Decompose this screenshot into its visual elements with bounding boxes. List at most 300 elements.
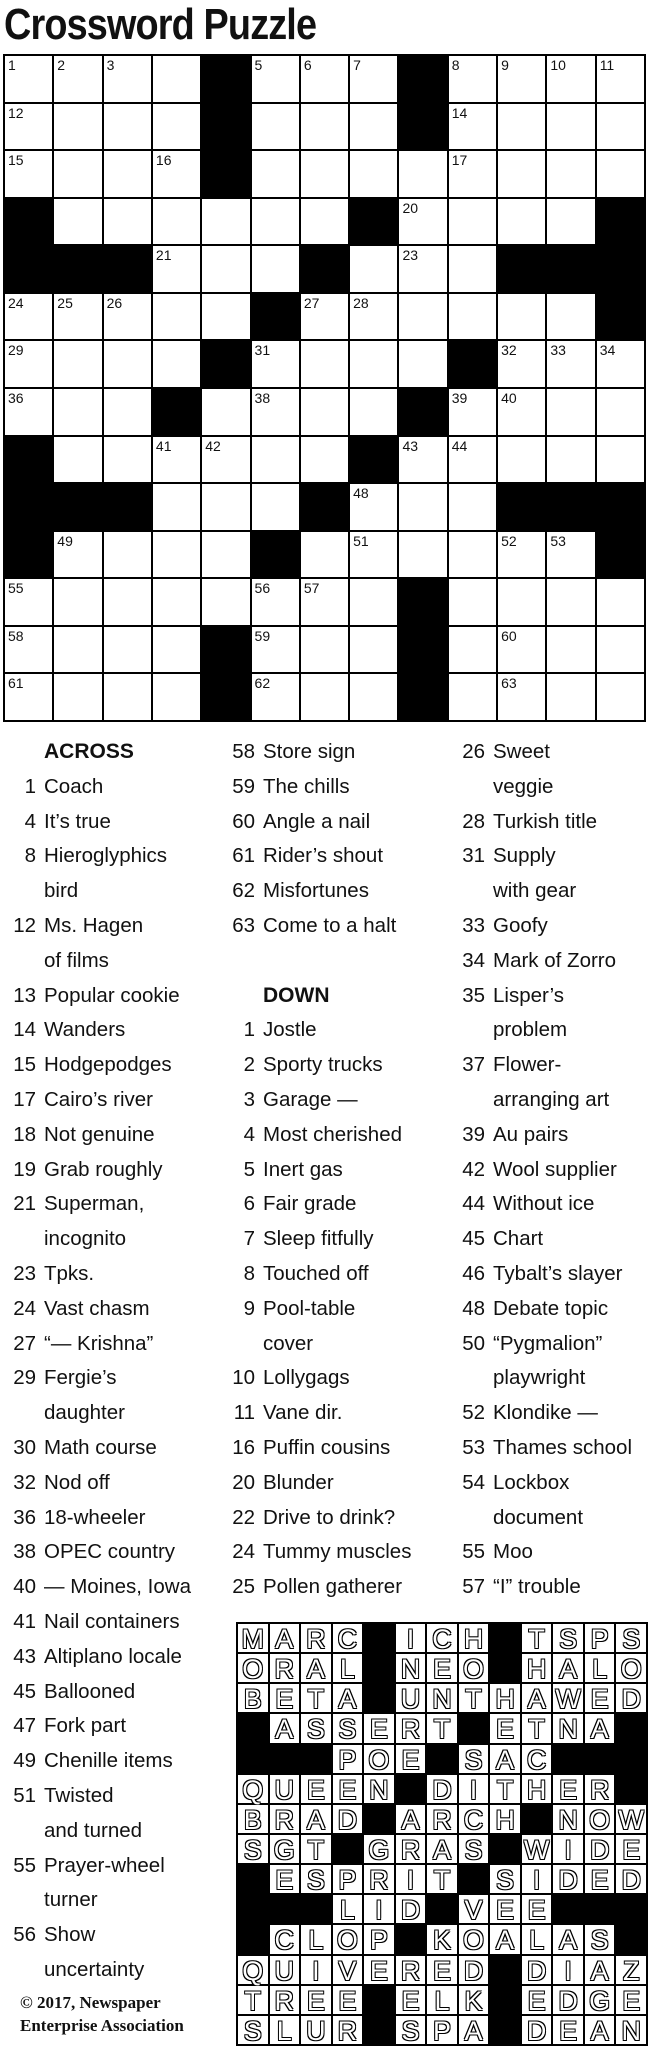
clue-text: Misfortunes (263, 879, 369, 903)
clue (455, 944, 650, 979)
clue-continuation (6, 944, 211, 979)
grid-cell[interactable] (399, 341, 446, 387)
grid-cell[interactable] (252, 199, 299, 245)
answer-block (616, 1895, 646, 1923)
grid-cell[interactable] (597, 56, 644, 102)
clue-text: Garage — (263, 1087, 358, 1111)
grid-cell[interactable] (399, 437, 446, 483)
grid-cell[interactable] (399, 484, 446, 530)
answer-letter: P (364, 1925, 394, 1953)
grid-cell[interactable] (498, 437, 545, 483)
grid-cell[interactable] (252, 341, 299, 387)
grid-cell[interactable] (547, 104, 594, 150)
clue (455, 735, 650, 770)
answer-block (364, 1654, 394, 1682)
clue-number: 62 (232, 879, 255, 903)
grid-cell[interactable] (5, 104, 52, 150)
cell-number: 9 (501, 57, 509, 73)
answer-letter: E (301, 1986, 331, 2014)
clue-number: 37 (462, 1053, 485, 1077)
answer-letter: C (427, 1624, 457, 1652)
grid-cell[interactable] (350, 627, 397, 673)
grid-cell[interactable] (498, 56, 545, 102)
clue-text: Flower- (493, 1053, 562, 1077)
clue-text: Fergie’s (44, 1366, 117, 1390)
cell-number: 2 (57, 57, 66, 73)
grid-cell[interactable] (104, 56, 151, 102)
grid-cell[interactable] (547, 532, 594, 578)
grid-cell[interactable] (252, 437, 299, 483)
answer-letter: R (585, 1775, 615, 1803)
clue-number: 4 (24, 809, 36, 833)
grid-cell[interactable] (104, 579, 151, 625)
grid-cell[interactable] (498, 532, 545, 578)
cell-number: 12 (8, 104, 24, 121)
grid-cell[interactable] (301, 579, 348, 625)
answer-letter: D (459, 1956, 489, 1984)
clue-text: Come to a halt (263, 913, 397, 937)
grid-cell[interactable] (5, 151, 52, 197)
grid-cell[interactable] (597, 151, 644, 197)
answer-letter: A (301, 1805, 331, 1833)
clue (455, 1187, 650, 1222)
grid-cell[interactable] (252, 484, 299, 530)
grid-cell[interactable] (252, 56, 299, 102)
grid-block (350, 199, 397, 245)
answer-letter: E (270, 1865, 300, 1893)
cell-number: 51 (353, 532, 369, 549)
answer-letter: O (459, 1925, 489, 1953)
answer-letter: T (522, 1714, 552, 1742)
answer-block (301, 1745, 331, 1773)
clue-section-header (225, 979, 440, 1014)
grid-block (597, 246, 644, 292)
clue-continuation (225, 1327, 440, 1362)
clue-number: 4 (243, 1122, 255, 1146)
cell-number: 31 (254, 342, 271, 359)
clue-number: 45 (462, 1227, 485, 1251)
grid-cell[interactable] (498, 294, 545, 340)
grid-cell[interactable] (301, 627, 348, 673)
grid-cell[interactable] (202, 294, 249, 340)
answer-letter: P (333, 1745, 363, 1773)
grid-cell[interactable] (449, 199, 496, 245)
grid-cell[interactable] (202, 246, 249, 292)
grid-cell[interactable] (301, 56, 348, 102)
answer-letter: L (333, 1895, 363, 1923)
grid-cell[interactable] (597, 104, 644, 150)
answer-letter: R (396, 1956, 426, 1984)
answer-letter: E (585, 1684, 615, 1712)
clue-number: 11 (233, 1401, 255, 1425)
grid-cell[interactable] (597, 674, 644, 720)
answer-block (490, 1986, 520, 2014)
grid-cell[interactable] (301, 341, 348, 387)
grid-cell[interactable] (153, 341, 200, 387)
clue (6, 770, 211, 805)
grid-cell[interactable] (54, 532, 101, 578)
clue (6, 979, 211, 1014)
clue-continuation (6, 1396, 211, 1431)
grid-cell[interactable] (498, 199, 545, 245)
grid-cell[interactable] (104, 389, 151, 435)
answer-letter: I (396, 1624, 426, 1652)
grid-cell[interactable] (5, 579, 52, 625)
grid-cell[interactable] (597, 437, 644, 483)
grid-cell[interactable] (449, 389, 496, 435)
grid-block (5, 532, 52, 578)
grid-cell[interactable] (301, 674, 348, 720)
grid-cell[interactable] (301, 294, 348, 340)
grid-cell[interactable] (301, 532, 348, 578)
clue-text: Lockbox (493, 1470, 570, 1494)
grid-cell[interactable] (54, 104, 101, 150)
clue-text: Ms. Hagen (44, 913, 144, 937)
clue-text: Tpks. (44, 1261, 95, 1285)
grid-cell[interactable] (350, 579, 397, 625)
grid-cell[interactable] (547, 579, 594, 625)
clue-text: Touched off (263, 1261, 369, 1285)
clue-text: Without ice (493, 1192, 595, 1216)
answer-block (364, 2016, 394, 2044)
grid-block (104, 484, 151, 530)
grid-cell[interactable] (153, 104, 200, 150)
grid-cell[interactable] (153, 532, 200, 578)
answer-letter: O (616, 1654, 646, 1682)
grid-cell[interactable] (54, 627, 101, 673)
grid-cell[interactable] (153, 437, 200, 483)
answer-letter: A (427, 1835, 457, 1863)
clue (225, 1361, 440, 1396)
grid-cell[interactable] (498, 104, 545, 150)
answer-letter: E (333, 1775, 363, 1803)
grid-cell[interactable] (449, 151, 496, 197)
grid-cell[interactable] (399, 246, 446, 292)
answer-letter: N (553, 1805, 583, 1833)
grid-cell[interactable] (449, 56, 496, 102)
clue-text: The chills (263, 774, 350, 798)
grid-cell[interactable] (153, 627, 200, 673)
grid-cell[interactable] (350, 294, 397, 340)
answer-letter: R (270, 1986, 300, 2014)
grid-block (597, 484, 644, 530)
grid-cell[interactable] (449, 627, 496, 673)
grid-cell[interactable] (5, 56, 52, 102)
answer-letter: E (396, 1986, 426, 2014)
grid-cell[interactable] (547, 294, 594, 340)
answer-letter: Z (616, 1956, 646, 1984)
grid-cell[interactable] (104, 627, 151, 673)
grid-cell[interactable] (350, 389, 397, 435)
answer-letter: N (553, 1714, 583, 1742)
grid-cell[interactable] (547, 627, 594, 673)
clue-number: 41 (13, 1609, 36, 1633)
clue-continuation (455, 1013, 650, 1048)
answer-letter: D (396, 1895, 426, 1923)
clue-number: 33 (462, 913, 485, 937)
grid-block (5, 437, 52, 483)
cell-number: 8 (451, 57, 460, 73)
clue-text: Moo (493, 1540, 533, 1564)
clue-number: 56 (13, 1923, 36, 1947)
answer-letter: C (459, 1805, 489, 1833)
grid-cell[interactable] (5, 627, 52, 673)
grid-cell[interactable] (449, 579, 496, 625)
grid-cell[interactable] (153, 674, 200, 720)
clue-number (455, 770, 485, 805)
grid-cell[interactable] (153, 579, 200, 625)
grid-cell[interactable] (153, 484, 200, 530)
clue-number: 24 (13, 1296, 36, 1320)
answer-letter: I (553, 1835, 583, 1863)
grid-cell[interactable] (547, 437, 594, 483)
grid-cell[interactable] (104, 532, 151, 578)
answer-letter: I (364, 1895, 394, 1923)
answer-letter: T (490, 1775, 520, 1803)
grid-cell[interactable] (252, 389, 299, 435)
grid-cell[interactable] (104, 104, 151, 150)
grid-cell[interactable] (350, 151, 397, 197)
answer-letter: E (301, 1775, 331, 1803)
clue-continuation (455, 770, 650, 805)
clue (225, 1466, 440, 1501)
grid-cell[interactable] (252, 246, 299, 292)
answer-letter: E (270, 1684, 300, 1712)
clue-number: 31 (462, 844, 485, 868)
answer-letter: T (301, 1835, 331, 1863)
grid-cell[interactable] (54, 151, 101, 197)
cell-number: 58 (8, 627, 24, 644)
clue-number: 53 (462, 1435, 485, 1459)
cell-number: 49 (57, 532, 73, 549)
answer-block (333, 1835, 363, 1863)
grid-cell[interactable] (350, 341, 397, 387)
grid-cell[interactable] (547, 56, 594, 102)
answer-letter: D (333, 1805, 363, 1833)
grid-cell[interactable] (5, 341, 52, 387)
answer-block (270, 1745, 300, 1773)
grid-cell[interactable] (399, 532, 446, 578)
answer-letter: S (238, 1835, 268, 1863)
answer-letter: Q (238, 1956, 268, 1984)
grid-cell[interactable] (301, 389, 348, 435)
clue (455, 805, 650, 840)
grid-cell[interactable] (252, 104, 299, 150)
clue-number: 46 (462, 1261, 485, 1285)
grid-block (301, 246, 348, 292)
clue-number (6, 1222, 36, 1257)
clue (225, 1187, 440, 1222)
grid-cell[interactable] (202, 199, 249, 245)
grid-cell[interactable] (449, 484, 496, 530)
grid-cell[interactable] (104, 294, 151, 340)
cell-number: 52 (501, 532, 517, 549)
grid-cell[interactable] (498, 579, 545, 625)
grid-cell[interactable] (202, 389, 249, 435)
cell-number: 28 (353, 294, 369, 311)
clue-number (6, 1883, 36, 1918)
clue-text: Wanders (44, 1018, 126, 1042)
grid-cell[interactable] (498, 151, 545, 197)
grid-cell[interactable] (449, 674, 496, 720)
grid-cell[interactable] (153, 246, 200, 292)
grid-cell[interactable] (252, 151, 299, 197)
clue-text: Twisted (44, 1783, 114, 1807)
cell-number: 48 (353, 485, 369, 502)
clue-number: 16 (232, 1435, 255, 1459)
answer-letter: E (616, 1986, 646, 2014)
grid-cell[interactable] (547, 151, 594, 197)
answer-letter: S (585, 1925, 615, 1953)
grid-cell[interactable] (153, 56, 200, 102)
grid-cell[interactable] (301, 437, 348, 483)
clue-number: 34 (462, 948, 485, 972)
clue-number: 43 (13, 1644, 36, 1668)
clue-text: Chenille items (44, 1749, 173, 1773)
grid-cell[interactable] (54, 341, 101, 387)
grid-cell[interactable] (54, 294, 101, 340)
answer-letter: G (364, 1835, 394, 1863)
grid-cell[interactable] (498, 674, 545, 720)
clue (6, 1048, 211, 1083)
grid-cell[interactable] (5, 389, 52, 435)
grid-cell[interactable] (597, 627, 644, 673)
answer-block (490, 2016, 520, 2044)
clue (455, 1466, 650, 1501)
grid-cell[interactable] (153, 294, 200, 340)
grid-cell[interactable] (5, 294, 52, 340)
grid-cell[interactable] (54, 437, 101, 483)
grid-cell[interactable] (104, 199, 151, 245)
grid-cell[interactable] (202, 532, 249, 578)
grid-block (104, 246, 151, 292)
clue (225, 874, 440, 909)
grid-cell[interactable] (54, 674, 101, 720)
clue-number: 14 (13, 1018, 36, 1042)
grid-cell[interactable] (498, 627, 545, 673)
clue-text: Inert gas (263, 1157, 343, 1181)
grid-cell[interactable] (104, 341, 151, 387)
answer-letter: A (270, 1714, 300, 1742)
answer-letter: Q (238, 1775, 268, 1803)
answer-letter: T (522, 1624, 552, 1652)
copyright-notice (20, 1991, 184, 2037)
grid-cell[interactable] (399, 199, 446, 245)
clue-text: Math course (44, 1435, 157, 1459)
cell-number: 20 (402, 199, 419, 216)
answer-block (238, 1865, 268, 1893)
clue-text: turner (44, 1888, 98, 1912)
grid-cell[interactable] (153, 151, 200, 197)
grid-cell[interactable] (104, 151, 151, 197)
clue-text: — Moines, Iowa (44, 1575, 191, 1599)
grid-cell[interactable] (399, 294, 446, 340)
grid-cell[interactable] (252, 627, 299, 673)
answer-letter: I (396, 1865, 426, 1893)
grid-cell[interactable] (202, 484, 249, 530)
grid-cell[interactable] (54, 199, 101, 245)
grid-cell[interactable] (547, 341, 594, 387)
grid-cell[interactable] (104, 674, 151, 720)
grid-cell[interactable] (104, 437, 151, 483)
cell-number: 21 (155, 247, 172, 264)
clue (6, 1083, 211, 1118)
grid-cell[interactable] (597, 579, 644, 625)
clue (455, 1570, 650, 1605)
cell-number: 40 (501, 390, 517, 406)
clue-text: daughter (44, 1401, 125, 1425)
grid-cell[interactable] (202, 579, 249, 625)
clue-number: 45 (13, 1679, 36, 1703)
grid-cell[interactable] (350, 674, 397, 720)
clue-text: Not genuine (44, 1122, 155, 1146)
answer-letter: E (396, 1745, 426, 1773)
grid-cell[interactable] (449, 437, 496, 483)
grid-cell[interactable] (301, 104, 348, 150)
grid-cell[interactable] (547, 389, 594, 435)
answer-letter: R (396, 1835, 426, 1863)
grid-cell[interactable] (547, 674, 594, 720)
grid-cell[interactable] (153, 199, 200, 245)
grid-cell[interactable] (252, 674, 299, 720)
clue-continuation (6, 1222, 211, 1257)
answer-letter: A (333, 1684, 363, 1712)
answer-letter: H (522, 1654, 552, 1682)
grid-cell[interactable] (547, 199, 594, 245)
cell-number: 10 (550, 57, 566, 73)
grid-cell[interactable] (5, 674, 52, 720)
grid-cell[interactable] (498, 389, 545, 435)
grid-cell[interactable] (350, 56, 397, 102)
grid-cell[interactable] (449, 104, 496, 150)
grid-cell[interactable] (301, 151, 348, 197)
grid-cell[interactable] (252, 579, 299, 625)
grid-cell[interactable] (350, 532, 397, 578)
grid-cell[interactable] (597, 389, 644, 435)
clue (225, 735, 440, 770)
clue-number (225, 1327, 255, 1362)
cell-number: 33 (550, 342, 566, 359)
grid-cell[interactable] (449, 532, 496, 578)
grid-cell[interactable] (54, 579, 101, 625)
grid-cell[interactable] (350, 246, 397, 292)
clue (6, 1709, 211, 1744)
grid-cell[interactable] (54, 389, 101, 435)
answer-letter: H (490, 1805, 520, 1833)
grid-block (449, 341, 496, 387)
answer-letter: O (333, 1925, 363, 1953)
grid-cell[interactable] (350, 104, 397, 150)
answer-letter: S (333, 1714, 363, 1742)
grid-cell[interactable] (498, 341, 545, 387)
grid-cell[interactable] (399, 151, 446, 197)
cell-number: 27 (303, 294, 320, 311)
crossword-grid (3, 54, 646, 722)
grid-cell[interactable] (301, 199, 348, 245)
answer-letter: S (301, 1714, 331, 1742)
grid-cell[interactable] (449, 294, 496, 340)
clue (225, 1118, 440, 1153)
grid-cell[interactable] (202, 437, 249, 483)
answer-letter: L (522, 1925, 552, 1953)
grid-cell[interactable] (54, 56, 101, 102)
clue-number: 52 (462, 1401, 485, 1425)
grid-cell[interactable] (597, 341, 644, 387)
clue-text: It’s true (44, 809, 111, 833)
grid-block (202, 56, 249, 102)
grid-cell[interactable] (350, 484, 397, 530)
grid-cell[interactable] (449, 246, 496, 292)
